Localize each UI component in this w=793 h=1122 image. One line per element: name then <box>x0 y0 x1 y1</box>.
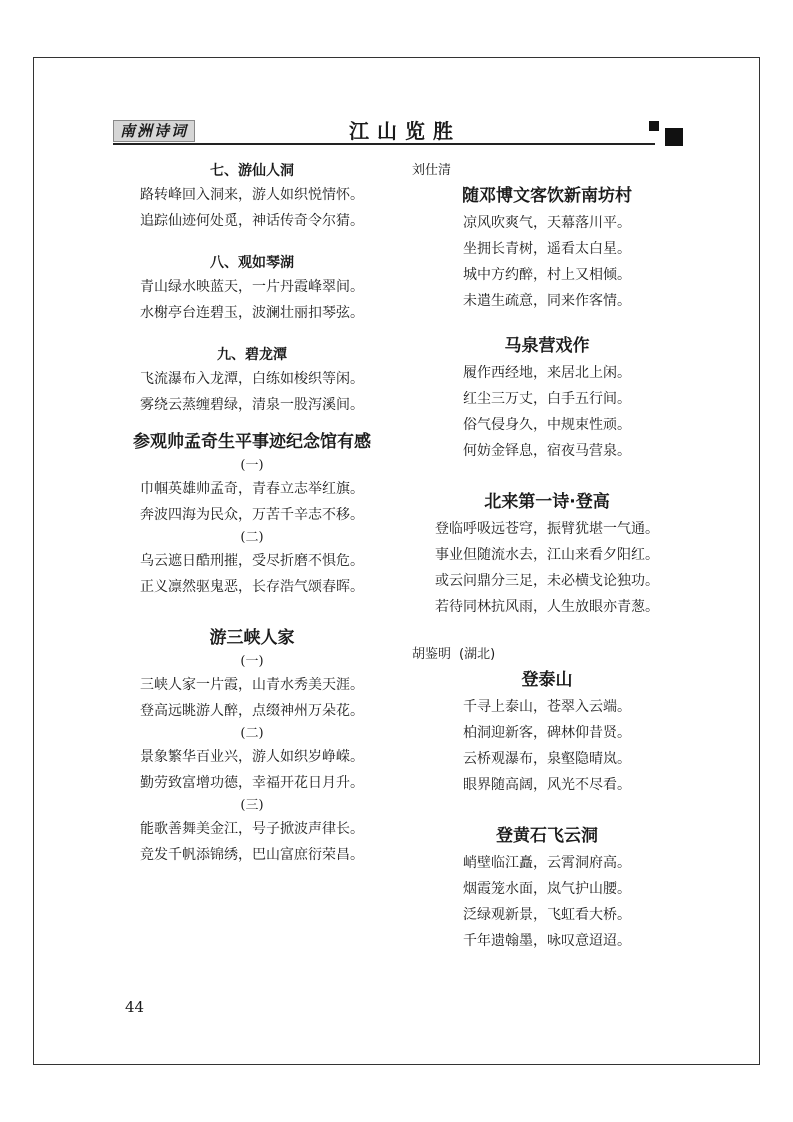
poem-line: 三峡人家一片霞，山青水秀美天涯。 <box>140 677 364 693</box>
poem-line: 履作西经地，来居北上闲。 <box>463 365 631 381</box>
poem-line: 路转峰回入洞来，游人如织悦情怀。 <box>140 187 364 203</box>
author-line <box>412 644 682 666</box>
poem-line: 乌云遮日酷刑摧，受尽折磨不惧危。 <box>140 553 364 569</box>
poem-line: 红尘三万丈，白手五行间。 <box>463 391 631 407</box>
poem-line: 柏洞迎新客，碑林仰昔贤。 <box>463 725 631 741</box>
section-title: 江山览胜 <box>349 119 461 143</box>
poem-line: 烟霞笼水面，岚气护山腰。 <box>463 881 631 897</box>
poem-line: 何妨金铎息，宿夜马营泉。 <box>463 443 631 459</box>
poem-title: 九、碧龙潭 <box>217 347 287 363</box>
poem-line: 坐拥长青树，遥看太白星。 <box>463 241 631 257</box>
poem-title: 游三峡人家 <box>209 628 295 648</box>
poem-title: 登泰山 <box>521 670 573 690</box>
poem-title: 八、观如琴湖 <box>210 255 294 271</box>
poem-title: 马泉营戏作 <box>504 336 590 356</box>
stanza-number: (三) <box>240 798 264 813</box>
poem-line: 千寻上泰山，苍翠入云端。 <box>463 699 631 715</box>
poem-line: 景象繁华百业兴，游人如织岁峥嵘。 <box>140 749 364 765</box>
poem-line: 登高远眺游人醉，点缀神州万朵花。 <box>140 703 364 719</box>
stanza-number: (二) <box>240 530 264 545</box>
poem-title: 北来第一诗·登高 <box>484 492 610 512</box>
poem-line: 千年遗翰墨，咏叹意迢迢。 <box>463 933 631 949</box>
poem-line: 泛绿观新景，飞虹看大桥。 <box>463 907 631 923</box>
author-name: 刘仕清 <box>412 163 452 178</box>
right-column <box>412 160 682 954</box>
decorative-square-small <box>649 121 659 131</box>
poem-line: 登临呼吸远苍穹，振臂犹堪一气通。 <box>435 521 659 537</box>
poem-line: 峭壁临江矗，云霄洞府高。 <box>463 855 631 871</box>
column-tag: 南洲诗词 <box>113 120 195 142</box>
poem-line: 勤劳致富增功德，幸福开花日月升。 <box>140 775 364 791</box>
poem-line: 飞流瀑布入龙潭，白练如梭织等闲。 <box>140 371 364 387</box>
poem-line: 正义凛然驱鬼恶，长存浩气颂春晖。 <box>140 579 364 595</box>
poem-line: 雾绕云蒸缠碧绿，清泉一股泻溪间。 <box>140 397 364 413</box>
author-region: (湖北) <box>459 647 496 662</box>
poem-line: 眼界随高阔，风光不尽看。 <box>463 777 631 793</box>
poem-line: 追踪仙迹何处觅，神话传奇令尔猜。 <box>140 213 364 229</box>
poem-line: 未遣生疏意，同来作客情。 <box>463 293 631 309</box>
poem-line: 水榭亭台连碧玉，波澜壮丽扣琴弦。 <box>140 305 364 321</box>
left-column <box>112 160 392 868</box>
poem-title: 随邓博文客饮新南坊村 <box>462 186 632 206</box>
page-number: 44 <box>125 998 145 1016</box>
poem-line: 青山绿水映蓝天，一片丹霞峰翠间。 <box>140 279 364 295</box>
poem-title: 登黄石飞云洞 <box>496 826 598 846</box>
poem-line: 能歌善舞美金江，号子掀波声律长。 <box>140 821 364 837</box>
stanza-number: (一) <box>240 654 264 669</box>
poem-line: 凉风吹爽气，天幕落川平。 <box>463 215 631 231</box>
poem-line: 竞发千帆添锦绣，巴山富庶衍荣昌。 <box>140 847 364 863</box>
poem-line: 巾帼英雄帅孟奇，青春立志举红旗。 <box>140 481 364 497</box>
poem-line: 云桥观瀑布，泉壑隐晴岚。 <box>463 751 631 767</box>
poem-line: 或云问鼎分三足，未必横戈论独功。 <box>435 573 659 589</box>
stanza-number: (一) <box>240 458 264 473</box>
poem-title: 参观帅孟奇生平事迹纪念馆有感 <box>133 432 371 452</box>
poem-line: 若待同林抗风雨，人生放眼亦青葱。 <box>435 599 659 615</box>
header-rule <box>113 143 655 145</box>
decorative-square-large <box>665 128 683 146</box>
author-name: 胡鉴明 <box>412 647 452 662</box>
poem-line: 俗气侵身久，中规束性顽。 <box>463 417 631 433</box>
poem-title: 七、游仙人洞 <box>210 163 294 179</box>
stanza-number: (二) <box>240 726 264 741</box>
poem-line: 城中方约醉，村上又相倾。 <box>463 267 631 283</box>
poem-line: 奔波四海为民众，万苦千辛志不移。 <box>140 507 364 523</box>
poem-line: 事业但随流水去，江山来看夕阳红。 <box>435 547 659 563</box>
